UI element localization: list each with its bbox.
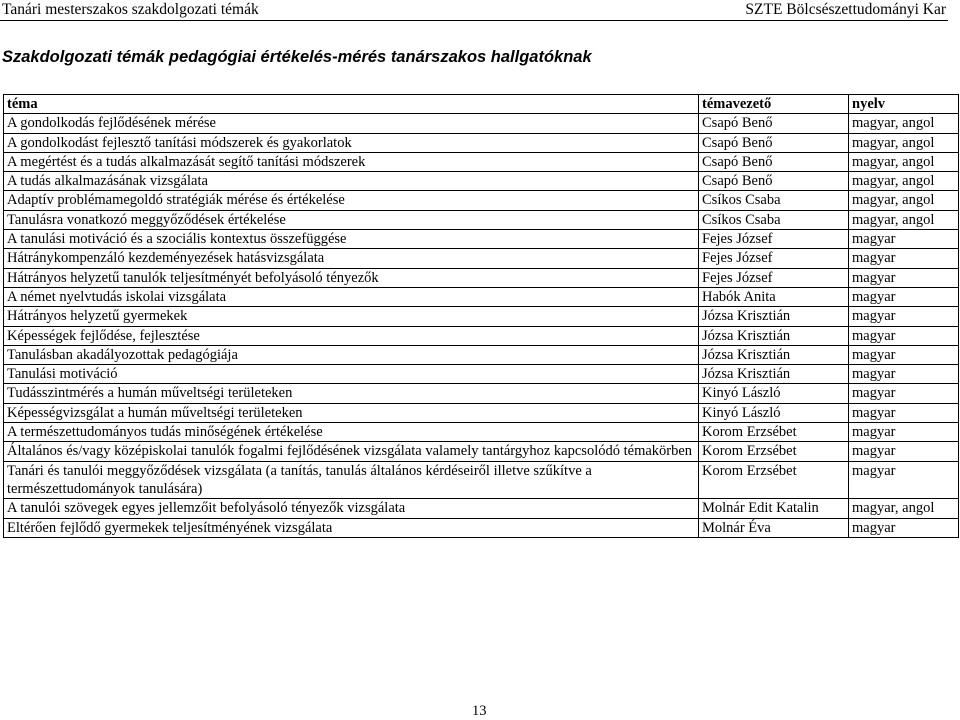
page-title: Szakdolgozati témák pedagógiai értékelés-mérés tanárszakos hallgatóknak bbox=[2, 48, 592, 66]
language-cell: magyar bbox=[849, 287, 959, 306]
column-header-advisor: témavezető bbox=[699, 95, 849, 114]
table-header-row bbox=[4, 95, 959, 114]
topic-cell: Tanulásra vonatkozó meggyőződések értékelése bbox=[4, 210, 699, 229]
header-divider bbox=[0, 20, 948, 21]
advisor-cell: Habók Anita bbox=[699, 287, 849, 306]
advisor-cell: Kinyó László bbox=[699, 384, 849, 403]
advisor-cell: Csapó Benő bbox=[699, 172, 849, 191]
language-cell: magyar, angol bbox=[849, 499, 959, 518]
language-cell: magyar, angol bbox=[849, 133, 959, 152]
topic-cell: A tudás alkalmazásának vizsgálata bbox=[4, 172, 699, 191]
language-cell: magyar bbox=[849, 384, 959, 403]
table-row bbox=[4, 423, 959, 442]
topic-cell: A megértést és a tudás alkalmazását segítő tanítási módszerek bbox=[4, 152, 699, 171]
advisor-cell: Csapó Benő bbox=[699, 114, 849, 133]
topics-table bbox=[3, 94, 959, 538]
table-row bbox=[4, 268, 959, 287]
advisor-cell: Józsa Krisztián bbox=[699, 326, 849, 345]
advisor-cell: Korom Erzsébet bbox=[699, 442, 849, 461]
topic-cell: Adaptív problémamegoldó stratégiák mérése és értékelése bbox=[4, 191, 699, 210]
topic-cell: Eltérően fejlődő gyermekek teljesítményének vizsgálata bbox=[4, 518, 699, 537]
table-body bbox=[4, 114, 959, 538]
language-cell: magyar bbox=[849, 249, 959, 268]
topic-cell: Hátránykompenzáló kezdeményezések hatásvizsgálata bbox=[4, 249, 699, 268]
advisor-cell: Molnár Éva bbox=[699, 518, 849, 537]
header-course-title: Tanári mesterszakos szakdolgozati témák bbox=[2, 1, 259, 18]
table-row bbox=[4, 307, 959, 326]
advisor-cell: Józsa Krisztián bbox=[699, 345, 849, 364]
advisor-cell: Kinyó László bbox=[699, 403, 849, 422]
table-row bbox=[4, 230, 959, 249]
page-number: 13 bbox=[472, 703, 487, 719]
header-faculty: SZTE Bölcsészettudományi Kar bbox=[745, 1, 946, 18]
topic-cell: A gondolkodás fejlődésének mérése bbox=[4, 114, 699, 133]
table-row bbox=[4, 133, 959, 152]
column-header-language: nyelv bbox=[849, 95, 959, 114]
language-cell: magyar bbox=[849, 230, 959, 249]
table-row bbox=[4, 365, 959, 384]
advisor-cell: Molnár Edit Katalin bbox=[699, 499, 849, 518]
advisor-cell: Fejes József bbox=[699, 249, 849, 268]
language-cell: magyar, angol bbox=[849, 152, 959, 171]
topic-cell: Tanulásban akadályozottak pedagógiája bbox=[4, 345, 699, 364]
topic-cell: A gondolkodást fejlesztő tanítási módszerek és gyakorlatok bbox=[4, 133, 699, 152]
advisor-cell: Korom Erzsébet bbox=[699, 423, 849, 442]
advisor-cell: Csíkos Csaba bbox=[699, 210, 849, 229]
topic-cell: Képességvizsgálat a humán műveltségi területeken bbox=[4, 403, 699, 422]
language-cell: magyar bbox=[849, 268, 959, 287]
table-row bbox=[4, 384, 959, 403]
advisor-cell: Csapó Benő bbox=[699, 133, 849, 152]
table-row bbox=[4, 442, 959, 461]
language-cell: magyar bbox=[849, 423, 959, 442]
language-cell: magyar bbox=[849, 365, 959, 384]
advisor-cell: Józsa Krisztián bbox=[699, 307, 849, 326]
column-header-topic: téma bbox=[4, 95, 699, 114]
advisor-cell: Fejes József bbox=[699, 230, 849, 249]
language-cell: magyar, angol bbox=[849, 114, 959, 133]
topic-cell: Tudásszintmérés a humán műveltségi területeken bbox=[4, 384, 699, 403]
language-cell: magyar bbox=[849, 326, 959, 345]
topic-cell: Tanulási motiváció bbox=[4, 365, 699, 384]
table-row bbox=[4, 403, 959, 422]
language-cell: magyar bbox=[849, 442, 959, 461]
topic-cell: Tanári és tanulói meggyőződések vizsgálata (a tanítás, tanulás általános kérdéseiről illetve szűkítve a természettudományok tanulására) bbox=[4, 461, 699, 499]
language-cell: magyar bbox=[849, 345, 959, 364]
advisor-cell: Csapó Benő bbox=[699, 152, 849, 171]
table-row bbox=[4, 499, 959, 518]
topic-cell: A német nyelvtudás iskolai vizsgálata bbox=[4, 287, 699, 306]
topic-cell: Hátrányos helyzetű gyermekek bbox=[4, 307, 699, 326]
table-row bbox=[4, 191, 959, 210]
table-row bbox=[4, 287, 959, 306]
running-header bbox=[0, 0, 960, 22]
table-row bbox=[4, 249, 959, 268]
advisor-cell: Csíkos Csaba bbox=[699, 191, 849, 210]
language-cell: magyar bbox=[849, 461, 959, 499]
table-row bbox=[4, 172, 959, 191]
language-cell: magyar bbox=[849, 403, 959, 422]
table-row bbox=[4, 326, 959, 345]
table-row bbox=[4, 210, 959, 229]
topic-cell: Általános és/vagy középiskolai tanulók fogalmi fejlődésének vizsgálata valamely tantárgyhoz kapcsolódó témakörben bbox=[4, 442, 699, 461]
table-row bbox=[4, 152, 959, 171]
language-cell: magyar bbox=[849, 307, 959, 326]
table-row bbox=[4, 345, 959, 364]
table-row bbox=[4, 518, 959, 537]
language-cell: magyar, angol bbox=[849, 210, 959, 229]
advisor-cell: Korom Erzsébet bbox=[699, 461, 849, 499]
topic-cell: Képességek fejlődése, fejlesztése bbox=[4, 326, 699, 345]
language-cell: magyar, angol bbox=[849, 191, 959, 210]
topic-cell: A természettudományos tudás minőségének értékelése bbox=[4, 423, 699, 442]
advisor-cell: Fejes József bbox=[699, 268, 849, 287]
table-row bbox=[4, 461, 959, 499]
advisor-cell: Józsa Krisztián bbox=[699, 365, 849, 384]
table-row bbox=[4, 114, 959, 133]
topic-cell: A tanulási motiváció és a szociális kontextus összefüggése bbox=[4, 230, 699, 249]
language-cell: magyar, angol bbox=[849, 172, 959, 191]
language-cell: magyar bbox=[849, 518, 959, 537]
topic-cell: A tanulói szövegek egyes jellemzőit befolyásoló tényezők vizsgálata bbox=[4, 499, 699, 518]
topic-cell: Hátrányos helyzetű tanulók teljesítményét befolyásoló tényezők bbox=[4, 268, 699, 287]
